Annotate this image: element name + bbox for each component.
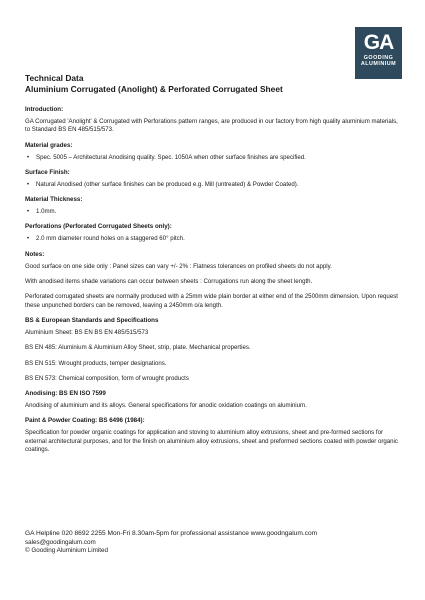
bullet-dot-icon: • — [27, 235, 30, 243]
standards-heading: BS & European Standards and Specifications — [25, 316, 159, 324]
material-grades-heading: Material grades: — [25, 141, 73, 149]
footer-helpline: GA Helpline 020 8692 2255 Mon-Fri 8.30am-5pm for professional assistance www.goodngalum.com — [25, 530, 318, 537]
document-body — [25, 73, 403, 461]
powder-coating-text: Specification for powder organic coatings for application and stoving to aluminium alloy extrusions, sheet and pre-formed sections for external architectural purposes, and for the finish on aluminium alloy extrusions, sheet and preformed sections coated with powder organic coatings. — [25, 429, 398, 454]
company-logo — [355, 27, 402, 79]
standards-item: BS EN 573: Chemical composition, form of wrought products — [25, 374, 189, 382]
standards-item: Aluminium Sheet: BS EN BS EN 485/515/573 — [25, 328, 149, 336]
material-thickness-heading: Material Thickness: — [25, 196, 83, 204]
perforations-item — [25, 235, 403, 243]
notes-paragraph-2: With anodised items shade variations can occur between sheets : Corrugations run along the sheet length. — [25, 278, 313, 286]
anodising-heading: Anodising: BS EN ISO 7599 — [25, 390, 106, 398]
document-title: Technical Data — [25, 73, 84, 83]
logo-text-aluminium: ALUMINIUM — [360, 61, 397, 67]
notes-heading: Notes: — [25, 250, 45, 258]
surface-finish-text: Natural Anodised (other surface finishes can be produced e.g. Mill (untreated) & Powder Coated). — [36, 180, 299, 188]
logo-mark: GA — [363, 31, 394, 54]
perforations-text: 2.0 mm diameter round holes on a staggered 60° pitch. — [36, 235, 185, 243]
bullet-dot-icon: • — [27, 208, 30, 216]
logo-text-gooding: GOODING — [363, 55, 394, 61]
material-thickness-item — [25, 208, 403, 216]
notes-paragraph-1: Good surface on one side only : Panel sizes can vary +/- 2% : Flatness tolerances on profiled sheets do not apply. — [25, 262, 332, 270]
surface-finish-item — [25, 181, 403, 189]
anodising-text: Anodising of aluminium and its alloys. General specifications for anodic oxidation coatings on aluminium. — [25, 402, 307, 410]
notes-paragraph-3: Perforated corrugated sheets are normally produced with a 25mm wide plain border at either end of the 2500mm dimension. Upon request these unpunched borders can be removed, leaving a 2450mm o/a length. — [25, 293, 398, 309]
introduction-heading: Introduction: — [25, 106, 64, 113]
document-subtitle: Aluminium Corrugated (Anolight) & Perforated Corrugated Sheet — [25, 84, 283, 94]
page-footer — [25, 530, 405, 555]
material-grades-item — [25, 154, 403, 162]
material-grades-text: Spec. 5005 – Architectural Anodising quality. Spec. 1050A when other surface finishes are specified. — [36, 153, 306, 161]
bullet-dot-icon: • — [27, 180, 30, 188]
surface-finish-heading: Surface Finish: — [25, 168, 70, 176]
powder-coating-heading: Paint & Powder Coating: BS 6496 (1984): — [25, 417, 145, 425]
introduction-text: GA Corrugated 'Anolight' & Corrugated with Perforations pattern ranges, are produced in our factory from high quality aluminium materials, to Standard BS EN 485/515/573. — [25, 118, 398, 134]
standards-item: BS EN 485: Aluminium & Aluminium Alloy Sheet, strip, plate. Mechanical properties. — [25, 344, 251, 352]
footer-copyright: © Gooding Aluminium Limited — [25, 546, 109, 554]
perforations-heading: Perforations (Perforated Corrugated Sheets only): — [25, 223, 172, 231]
footer-email: sales@goodingalum.com — [25, 538, 96, 546]
standards-item: BS EN 515: Wrought products, temper designations. — [25, 359, 167, 367]
material-thickness-text: 1.0mm. — [36, 208, 57, 216]
bullet-dot-icon: • — [27, 153, 30, 161]
